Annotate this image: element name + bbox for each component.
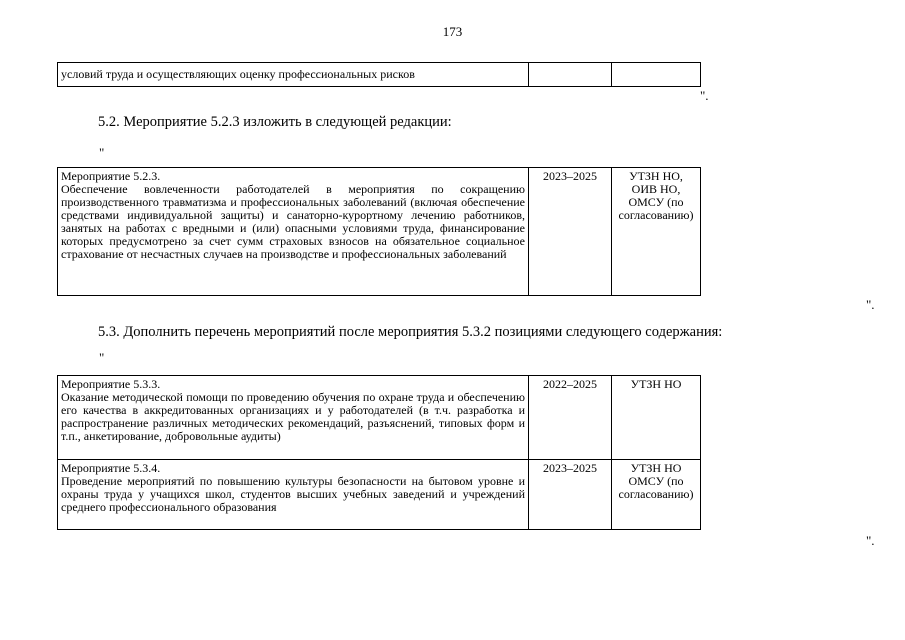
section-53-heading: 5.3. Дополнить перечень мероприятий после мероприятия 5.3.2 позициями следующего содержания: xyxy=(98,324,723,340)
top-fragment-table xyxy=(57,62,701,87)
section-53-table xyxy=(57,375,701,530)
table-row xyxy=(58,376,701,460)
close-quote: ". xyxy=(700,88,709,103)
executor-line: ОМСУ (по xyxy=(628,474,684,488)
activity-description xyxy=(58,460,529,530)
executor-line: УТЗН НО, xyxy=(629,169,683,183)
top-fragment-period-cell xyxy=(529,63,612,87)
activity-period: 2023–2025 xyxy=(529,460,612,530)
table-row xyxy=(58,460,701,530)
section-52-heading: 5.2. Мероприятие 5.2.3 изложить в следующей редакции: xyxy=(98,114,452,130)
activity-title: Мероприятие 5.3.3. xyxy=(61,377,161,391)
close-quote: ". xyxy=(866,297,875,312)
top-fragment-text: условий труда и осуществляющих оценку профессиональных рисков xyxy=(58,63,529,87)
activity-title: Мероприятие 5.3.4. xyxy=(61,461,161,475)
activity-text: Проведение мероприятий по повышению культуры безопасности на бытовом уровне и охраны труда у учащихся школ, студентов высших учебных заведений и учреждений среднего профессионального образования xyxy=(61,474,525,514)
table-row xyxy=(58,168,701,296)
executor-line: УТЗН НО xyxy=(630,461,682,475)
activity-text: Оказание методической помощи по проведению обучения по охране труда и обеспечению его качества в аккредитованных организациях и у работодателей (в т.ч. разработка и распространение различных методических рекомендаций, разъяснений, типовых форм и т.п., анкетирование, добровольные аудиты) xyxy=(61,390,525,443)
activity-description xyxy=(58,168,529,296)
table-row xyxy=(58,63,701,87)
activity-period: 2023–2025 xyxy=(529,168,612,296)
open-quote: " xyxy=(99,350,105,365)
executor-line: согласованию) xyxy=(618,487,694,501)
activity-description xyxy=(58,376,529,460)
executor-line: ОИВ НО, xyxy=(631,182,681,196)
close-quote: ". xyxy=(866,533,875,548)
section-52-table xyxy=(57,167,701,296)
executor-line: согласованию) xyxy=(618,208,694,222)
activity-period: 2022–2025 xyxy=(529,376,612,460)
activity-executors xyxy=(612,376,701,460)
executor-line: УТЗН НО xyxy=(630,377,682,391)
activity-executors xyxy=(612,168,701,296)
top-fragment-exec-cell xyxy=(612,63,701,87)
activity-text: Обеспечение вовлеченности работодателей в мероприятия по сокращению производственного травматизма и профессиональных заболеваний (включая обеспечение средствами индивидуальной защиты) и санаторно-курортному лечению работников, занятых на работах с вредными и (или) опасными условиями труда, финансирование которых предусмотрено за счет сумм страховых взносов на обязательное социальное страхование от несчастных случаев на производстве и профессиональных заболеваний xyxy=(61,182,525,261)
activity-executors xyxy=(612,460,701,530)
executor-line: ОМСУ (по xyxy=(628,195,684,209)
activity-title: Мероприятие 5.2.3. xyxy=(61,169,161,183)
open-quote: " xyxy=(99,145,105,160)
page-number: 173 xyxy=(442,24,463,39)
